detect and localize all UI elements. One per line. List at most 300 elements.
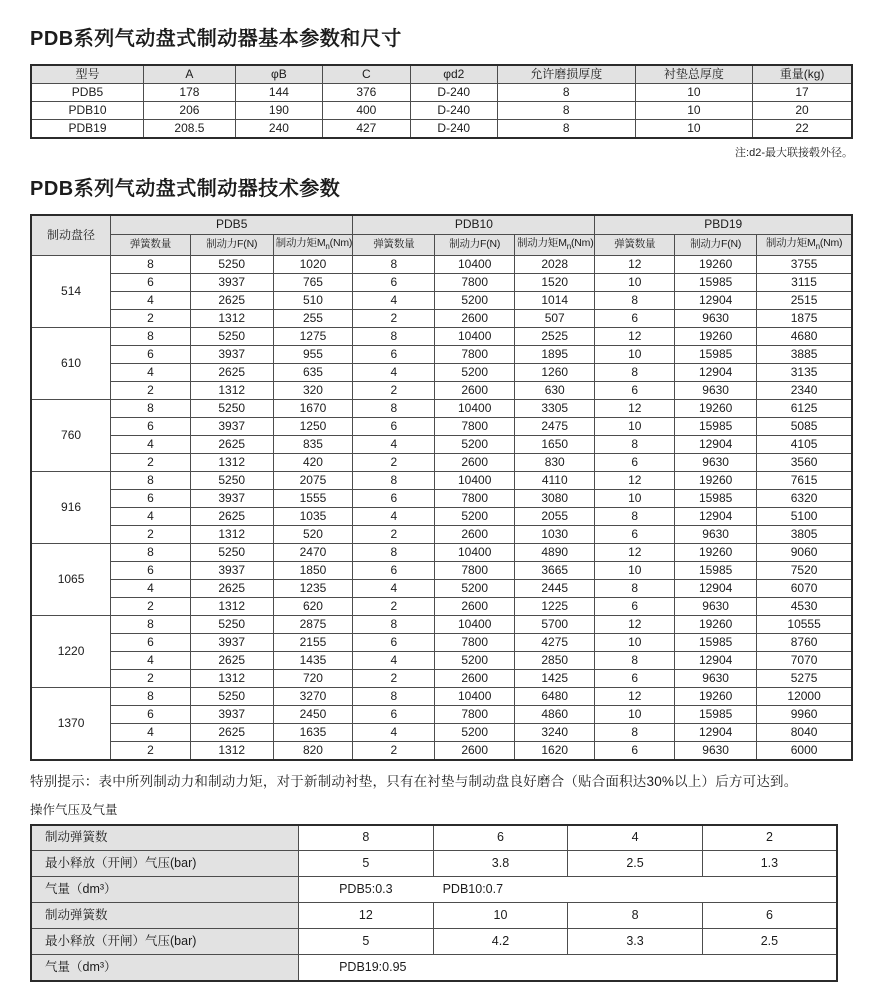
value-cell: 4 [111,651,191,669]
value-cell: 765 [273,273,353,291]
header-pad-thickness: 衬垫总厚度 [635,65,752,84]
tech-table-row [31,381,852,399]
value-cell: 3805 [757,525,852,543]
value-cell: 3305 [515,399,595,417]
torque-label: 制动力矩M [275,236,326,249]
value-cell: 8760 [757,633,852,651]
value-cell: 5250 [190,399,273,417]
basic-table-row [31,102,852,120]
value-cell: 8 [497,84,635,102]
value-cell: 8 [595,651,675,669]
basic-table [30,64,853,139]
value-cell: 4 [111,723,191,741]
value-cell: 2450 [273,705,353,723]
disc-diameter-cell: 1370 [31,687,111,760]
pressure-row-release-2 [31,929,837,955]
value-cell: 4860 [515,705,595,723]
value-cell: 6 [353,345,435,363]
value-cell: 2055 [515,507,595,525]
value-cell: 7800 [435,561,515,579]
value-cell: 2625 [190,651,273,669]
value-cell: 4 [111,579,191,597]
value-cell: 7615 [757,471,852,489]
header-dim-b: φB [235,65,322,84]
pressure-row-springs-1 [31,825,837,851]
tech-table-row [31,687,852,705]
value-cell: 5 [299,851,434,877]
value-cell: 4 [111,507,191,525]
value-cell: 10400 [435,327,515,345]
value-cell: 7800 [435,705,515,723]
value-cell: 12 [299,903,434,929]
value-cell: 2625 [190,363,273,381]
tech-table-row [31,723,852,741]
value-cell: 400 [322,102,410,120]
value-cell: 6 [595,669,675,687]
value-cell: 2600 [435,669,515,687]
value-cell: 9630 [675,597,757,615]
disc-diameter-header: 制动盘径 [31,215,111,255]
value-cell: 1035 [273,507,353,525]
value-cell: 1312 [190,669,273,687]
value-cell: 8 [595,579,675,597]
value-cell: 1312 [190,381,273,399]
tech-table-row [31,579,852,597]
value-cell: 17 [753,84,852,102]
value-cell: 22 [753,120,852,139]
value-cell: 8 [111,471,191,489]
section2-title: PDB系列气动盘式制动器技术参数 [30,178,341,200]
value-cell: 2600 [435,597,515,615]
basic-table-note: 注:d2-最大联接毂外径。 [735,147,853,159]
value-cell: 1635 [273,723,353,741]
value-cell: 2600 [435,381,515,399]
brake-torque-header [515,234,595,255]
value-cell: 4 [353,435,435,453]
value-cell: 3937 [190,633,273,651]
value-cell: 2 [111,669,191,687]
row-label: 最小释放（开闸）气压(bar) [31,929,299,955]
value-cell: 1020 [273,255,353,273]
tech-table-row [31,651,852,669]
brake-torque-header [273,234,353,255]
value-cell: 7800 [435,633,515,651]
value-cell: 10 [595,561,675,579]
value-cell: 427 [322,120,410,139]
value-cell: 15985 [675,633,757,651]
value-cell: 10 [595,705,675,723]
value-cell: 7520 [757,561,852,579]
value-cell: 10 [595,417,675,435]
value-cell: 6 [353,273,435,291]
value-cell: 5 [299,929,434,955]
value-cell: 8 [353,255,435,273]
tech-table-row [31,435,852,453]
value-cell: 6 [111,273,191,291]
value-cell: 15985 [675,417,757,435]
value-cell: 1014 [515,291,595,309]
tech-table-row [31,615,852,633]
value-cell: 12904 [675,507,757,525]
value-cell: 2600 [435,309,515,327]
value-cell: 7800 [435,345,515,363]
value-cell: 6 [111,489,191,507]
value-cell: 2875 [273,615,353,633]
header-wear-thickness: 允许磨损厚度 [497,65,635,84]
torque-unit: (Nm) [571,236,594,249]
value-cell: 8 [353,471,435,489]
value-cell: 2515 [757,291,852,309]
value-cell: 12 [595,327,675,345]
value-cell: D-240 [410,120,497,139]
value-cell: 4 [353,723,435,741]
value-cell: 1312 [190,309,273,327]
tech-table-row [31,561,852,579]
tech-header-row-groups [31,215,852,234]
value-cell: 6 [353,417,435,435]
value-cell: 7800 [435,273,515,291]
value-cell: 4 [353,579,435,597]
value-cell: 6 [111,705,191,723]
tech-table-row [31,507,852,525]
disc-diameter-cell: 1065 [31,543,111,615]
value-cell: 10 [595,345,675,363]
value-cell: 6070 [757,579,852,597]
value-cell: 3135 [757,363,852,381]
disc-diameter-cell: 514 [31,255,111,327]
value-cell: 2.5 [568,851,703,877]
value-cell: 3.3 [568,929,703,955]
row-label: 最小释放（开闸）气压(bar) [31,851,299,877]
group-header-pdb5: PDB5 [111,215,353,234]
value-cell: 1670 [273,399,353,417]
value-cell: 10400 [435,615,515,633]
value-cell: 9630 [675,525,757,543]
value-cell: 9630 [675,381,757,399]
value-cell: 4 [353,651,435,669]
basic-table-body [31,84,852,139]
basic-table-row [31,84,852,102]
value-cell: 3937 [190,489,273,507]
value-cell: 15985 [675,345,757,363]
value-cell: 2475 [515,417,595,435]
value-cell: 5200 [435,363,515,381]
pressure-row-volume-2 [31,955,837,981]
value-cell: 630 [515,381,595,399]
value-cell: 3240 [515,723,595,741]
value-cell: 12904 [675,579,757,597]
tech-table-row [31,453,852,471]
value-cell: 4530 [757,597,852,615]
value-cell: 5200 [435,435,515,453]
value-cell: 2 [353,525,435,543]
value-cell: 4275 [515,633,595,651]
value-cell: 12904 [675,291,757,309]
value-cell: 2 [353,669,435,687]
value-cell: 208.5 [143,120,235,139]
value-cell: 8 [595,507,675,525]
value-cell: 4105 [757,435,852,453]
tech-table-row [31,309,852,327]
tech-table-row [31,291,852,309]
row-label: 制动弹簧数 [31,825,299,851]
model-cell: PDB10 [31,102,143,120]
value-cell: 5250 [190,255,273,273]
value-cell: 5200 [435,651,515,669]
value-cell: 4.2 [433,929,568,955]
tech-table-row [31,669,852,687]
tech-table [30,214,853,761]
value-cell: 420 [273,453,353,471]
value-cell: 9630 [675,453,757,471]
value-cell: 5200 [435,291,515,309]
value-cell: 1312 [190,597,273,615]
brake-force-header: 制动力F(N) [675,234,757,255]
torque-unit: (Nm) [819,236,843,249]
tech-table-row [31,741,852,760]
value-cell: 4 [568,825,703,851]
value-cell: 5200 [435,579,515,597]
value-cell: 9630 [675,741,757,760]
tech-table-row [31,489,852,507]
model-cell: PDB19 [31,120,143,139]
value-cell: 19260 [675,615,757,633]
value-cell: 8 [353,399,435,417]
value-cell: 8 [568,903,703,929]
value-cell-merged [299,877,837,903]
value-cell: 1312 [190,453,273,471]
value-cell: 4 [353,291,435,309]
tech-table-row [31,705,852,723]
value-cell: 2470 [273,543,353,561]
value-cell: 8 [595,291,675,309]
value-cell: 8 [111,327,191,345]
value-cell: 8 [111,399,191,417]
value-cell: 6 [595,525,675,543]
value-cell: 2 [111,741,191,760]
value-cell: 320 [273,381,353,399]
value-cell: 10 [595,633,675,651]
header-dim-d2: φd2 [410,65,497,84]
tech-table-row [31,471,852,489]
value-cell: 15985 [675,705,757,723]
value-cell: 10 [635,102,752,120]
value-cell: 3270 [273,687,353,705]
value-cell: 6 [595,741,675,760]
value-cell: 19260 [675,471,757,489]
disc-diameter-cell: 610 [31,327,111,399]
value-cell: 2600 [435,453,515,471]
value-cell: 5250 [190,543,273,561]
value-cell: 10 [635,120,752,139]
value-cell: 10 [595,273,675,291]
value-cell: 2 [111,597,191,615]
brake-torque-header [757,234,852,255]
value-cell: 8 [111,687,191,705]
value-cell: 12 [595,687,675,705]
value-cell: 12000 [757,687,852,705]
tech-table-row [31,255,852,273]
value-cell: 9630 [675,669,757,687]
value-cell: 8 [497,102,635,120]
value-cell: 4680 [757,327,852,345]
value-cell: 507 [515,309,595,327]
value-cell: 6 [111,417,191,435]
value-cell: 1312 [190,741,273,760]
value-cell: 19260 [675,255,757,273]
value-cell: 1875 [757,309,852,327]
value-cell: 3937 [190,417,273,435]
value-cell: 3.8 [433,851,568,877]
value-cell: 2600 [435,741,515,760]
value-cell: 9060 [757,543,852,561]
value-cell: 12 [595,399,675,417]
value-cell: 6125 [757,399,852,417]
value-cell: 15985 [675,273,757,291]
value-cell: 6 [433,825,568,851]
value-cell: 12904 [675,363,757,381]
value-cell: 6 [111,633,191,651]
value-cell: 5085 [757,417,852,435]
value-cell: 6 [595,453,675,471]
value-cell: D-240 [410,84,497,102]
torque-label: 制动力矩M [517,236,567,249]
value-cell: 6 [702,903,837,929]
value-cell: 8 [497,120,635,139]
value-cell: 2 [353,597,435,615]
value-cell: 510 [273,291,353,309]
value-cell: 1435 [273,651,353,669]
value-cell: 8 [299,825,434,851]
tech-table-row [31,399,852,417]
pressure-row-release-1 [31,851,837,877]
value-cell: 8 [595,435,675,453]
value-cell: 2155 [273,633,353,651]
value-cell: 5100 [757,507,852,525]
value-cell: 6 [353,561,435,579]
value-cell: 12 [595,543,675,561]
tech-table-body [31,255,852,760]
torque-subscript: n [566,241,571,251]
value-cell: 6 [595,309,675,327]
pressure-row-volume-1 [31,877,837,903]
value-cell: 5200 [435,507,515,525]
value-cell: 12904 [675,651,757,669]
value-cell: 3665 [515,561,595,579]
value-cell: 3560 [757,453,852,471]
value-cell: 2028 [515,255,595,273]
value-cell: 19260 [675,399,757,417]
value-cell-merged [299,955,837,981]
value-cell: 12 [595,471,675,489]
tech-table-row [31,363,852,381]
value-cell: 1312 [190,525,273,543]
value-cell: 3115 [757,273,852,291]
tech-table-row [31,345,852,363]
value-cell: 255 [273,309,353,327]
brake-force-header: 制动力F(N) [190,234,273,255]
value-cell: 2 [353,309,435,327]
value-cell: 720 [273,669,353,687]
value-cell: 5250 [190,687,273,705]
value-cell: 12904 [675,435,757,453]
value-cell: 5250 [190,615,273,633]
torque-subscript: n [815,241,820,251]
value-cell: 1650 [515,435,595,453]
value-cell: 6 [353,633,435,651]
basic-table-header-row [31,65,852,84]
torque-label: 制动力矩M [765,236,816,249]
volume-value: PDB5:0.3 [339,882,393,897]
value-cell: 2 [111,525,191,543]
value-cell: 3937 [190,345,273,363]
value-cell: 2 [353,741,435,760]
tech-table-row [31,273,852,291]
value-cell: 15985 [675,489,757,507]
value-cell: 4 [353,507,435,525]
value-cell: 2 [702,825,837,851]
value-cell: 2075 [273,471,353,489]
value-cell: 6000 [757,741,852,760]
value-cell: 1250 [273,417,353,435]
value-cell: 1275 [273,327,353,345]
value-cell: 2850 [515,651,595,669]
value-cell: 4 [353,363,435,381]
value-cell: 2625 [190,507,273,525]
value-cell: 820 [273,741,353,760]
torque-unit: (Nm) [329,236,353,249]
header-weight: 重量(kg) [753,65,852,84]
section1-title: PDB系列气动盘式制动器基本参数和尺寸 [30,28,402,50]
tech-table-row [31,417,852,435]
value-cell: 2625 [190,723,273,741]
value-cell: 144 [235,84,322,102]
spring-count-header: 弹簧数量 [353,234,435,255]
value-cell: 19260 [675,543,757,561]
value-cell: 8 [111,543,191,561]
value-cell: 8 [353,687,435,705]
value-cell: 4 [111,435,191,453]
value-cell: 5250 [190,471,273,489]
value-cell: 2 [111,453,191,471]
value-cell: 6 [353,489,435,507]
value-cell: 1555 [273,489,353,507]
value-cell: 2625 [190,291,273,309]
header-dim-a: A [143,65,235,84]
value-cell: 10400 [435,543,515,561]
disc-diameter-cell: 760 [31,399,111,471]
brake-force-header: 制动力F(N) [435,234,515,255]
value-cell: 5250 [190,327,273,345]
value-cell: 8 [111,615,191,633]
header-dim-c: C [322,65,410,84]
value-cell: 12 [595,255,675,273]
value-cell: 4110 [515,471,595,489]
value-cell: 1895 [515,345,595,363]
pressure-row-springs-2 [31,903,837,929]
tech-table-row [31,597,852,615]
value-cell: 2 [111,309,191,327]
value-cell: 1850 [273,561,353,579]
value-cell: 635 [273,363,353,381]
value-cell: 15985 [675,561,757,579]
value-cell: 1235 [273,579,353,597]
spring-count-header: 弹簧数量 [111,234,191,255]
value-cell: 10400 [435,471,515,489]
value-cell: 6 [353,705,435,723]
special-note: 特别提示：表中所列制动力和制动力矩，对于新制动衬垫，只有在衬垫与制动盘良好磨合（贴合面积达30%以上）后方可达到。 [30,773,798,789]
value-cell: 3885 [757,345,852,363]
